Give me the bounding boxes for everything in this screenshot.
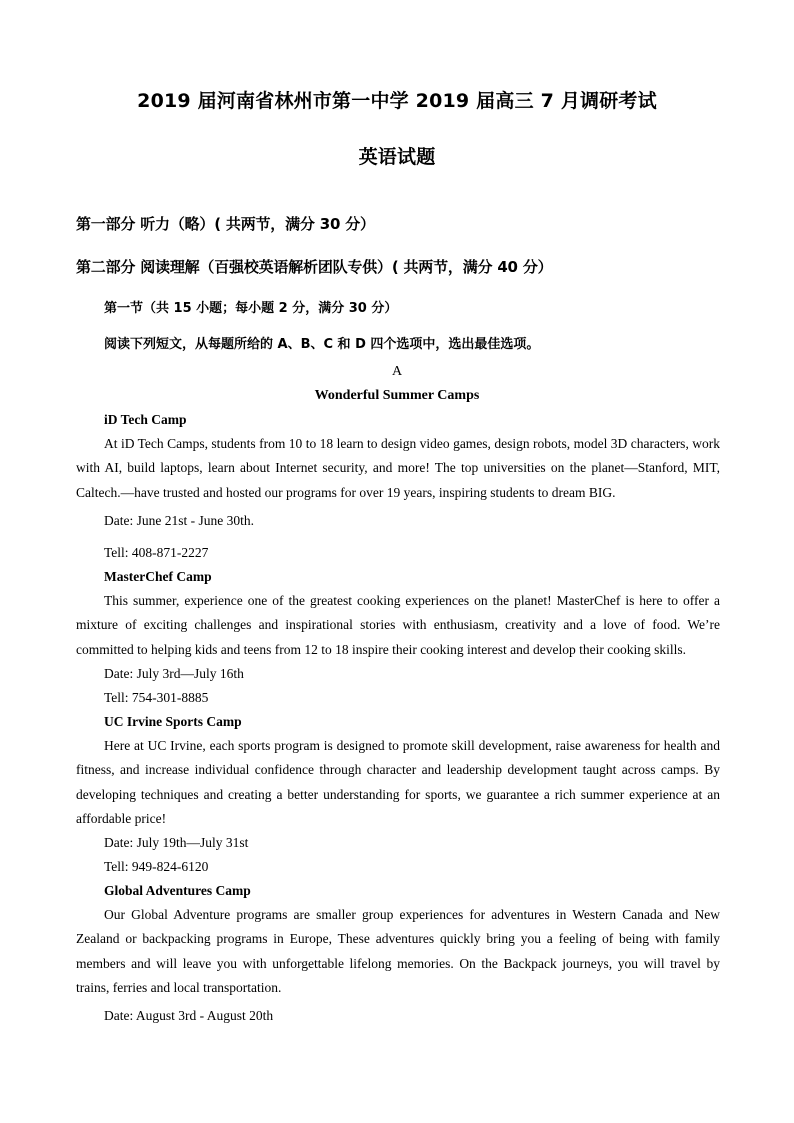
part1-heading: 第一部分 听力（略）( 共两节，满分 30 分） [76,215,375,233]
camp-description: This summer, experience one of the greatest cooking experiences on the planet! MasterChef is here to offer a mixture of exciting challenges and inspirational stories with enthusiasm, creativity and a love of food. We’re committed to helping kids and teens from 12 to 18 inspire their cooking interest and develop their cooking skills. [76,593,720,657]
camp-description: Here at UC Irvine, each sports program is designed to promote skill development, raise awareness for health and fitness, and increase individual confidence through character and leadership development taught across camps. By developing techniques and creating a better understanding for sports, we guarantee a rich summer experience at an affordable price! [76,738,720,826]
camp-date: Date: August 3rd - August 20th [104,1008,274,1023]
camp-date: Date: June 21st - June 30th. [104,513,254,528]
camp-name: Global Adventures Camp [104,883,251,898]
camp-tel: Tell: 754-301-8885 [104,690,209,705]
exam-subtitle: 英语试题 [358,146,436,168]
camp-date: Date: July 19th—July 31st [104,835,249,850]
instruction-text: 阅读下列短文，从每题所给的 A、B、C 和 D 四个选项中，选出最佳选项。 [104,337,540,352]
section1-heading: 第一节（共 15 小题；每小题 2 分，满分 30 分） [104,301,398,316]
passage-label: A [391,364,403,379]
camp-date: Date: July 3rd—July 16th [104,666,244,681]
camp-tel: Tell: 949-824-6120 [104,859,209,874]
camp-description: At iD Tech Camps, students from 10 to 18 learn to design video games, design robots, model 3D characters, work with AI, build laptops, learn about Internet security, and more! The top universities on the planet—Stanford, MIT, Caltech.—have trusted and hosted our programs for over 19 years, inspiring students to dream BIG. [76,436,720,500]
camp-name: iD Tech Camp [104,412,187,427]
camp-description: Our Global Adventure programs are smaller group experiences for adventures in Western Canada and New Zealand or backpacking programs in Europe, These adventures quickly bring you a feeling of being with family members and will leave you with unforgettable lifelong memories. On the Backpack journeys, you will travel by trains, ferries and local transportation. [76,907,720,995]
passage-title: Wonderful Summer Camps [314,388,480,403]
part2-heading: 第二部分 阅读理解（百强校英语解析团队专供）( 共两节，满分 40 分） [76,258,553,276]
exam-title: 2019 届河南省林州市第一中学 2019 届高三 7 月调研考试 [137,90,657,112]
camp-name: UC Irvine Sports Camp [104,714,242,729]
camp-tel: Tell: 408-871-2227 [104,545,209,560]
camp-name: MasterChef Camp [104,569,212,584]
